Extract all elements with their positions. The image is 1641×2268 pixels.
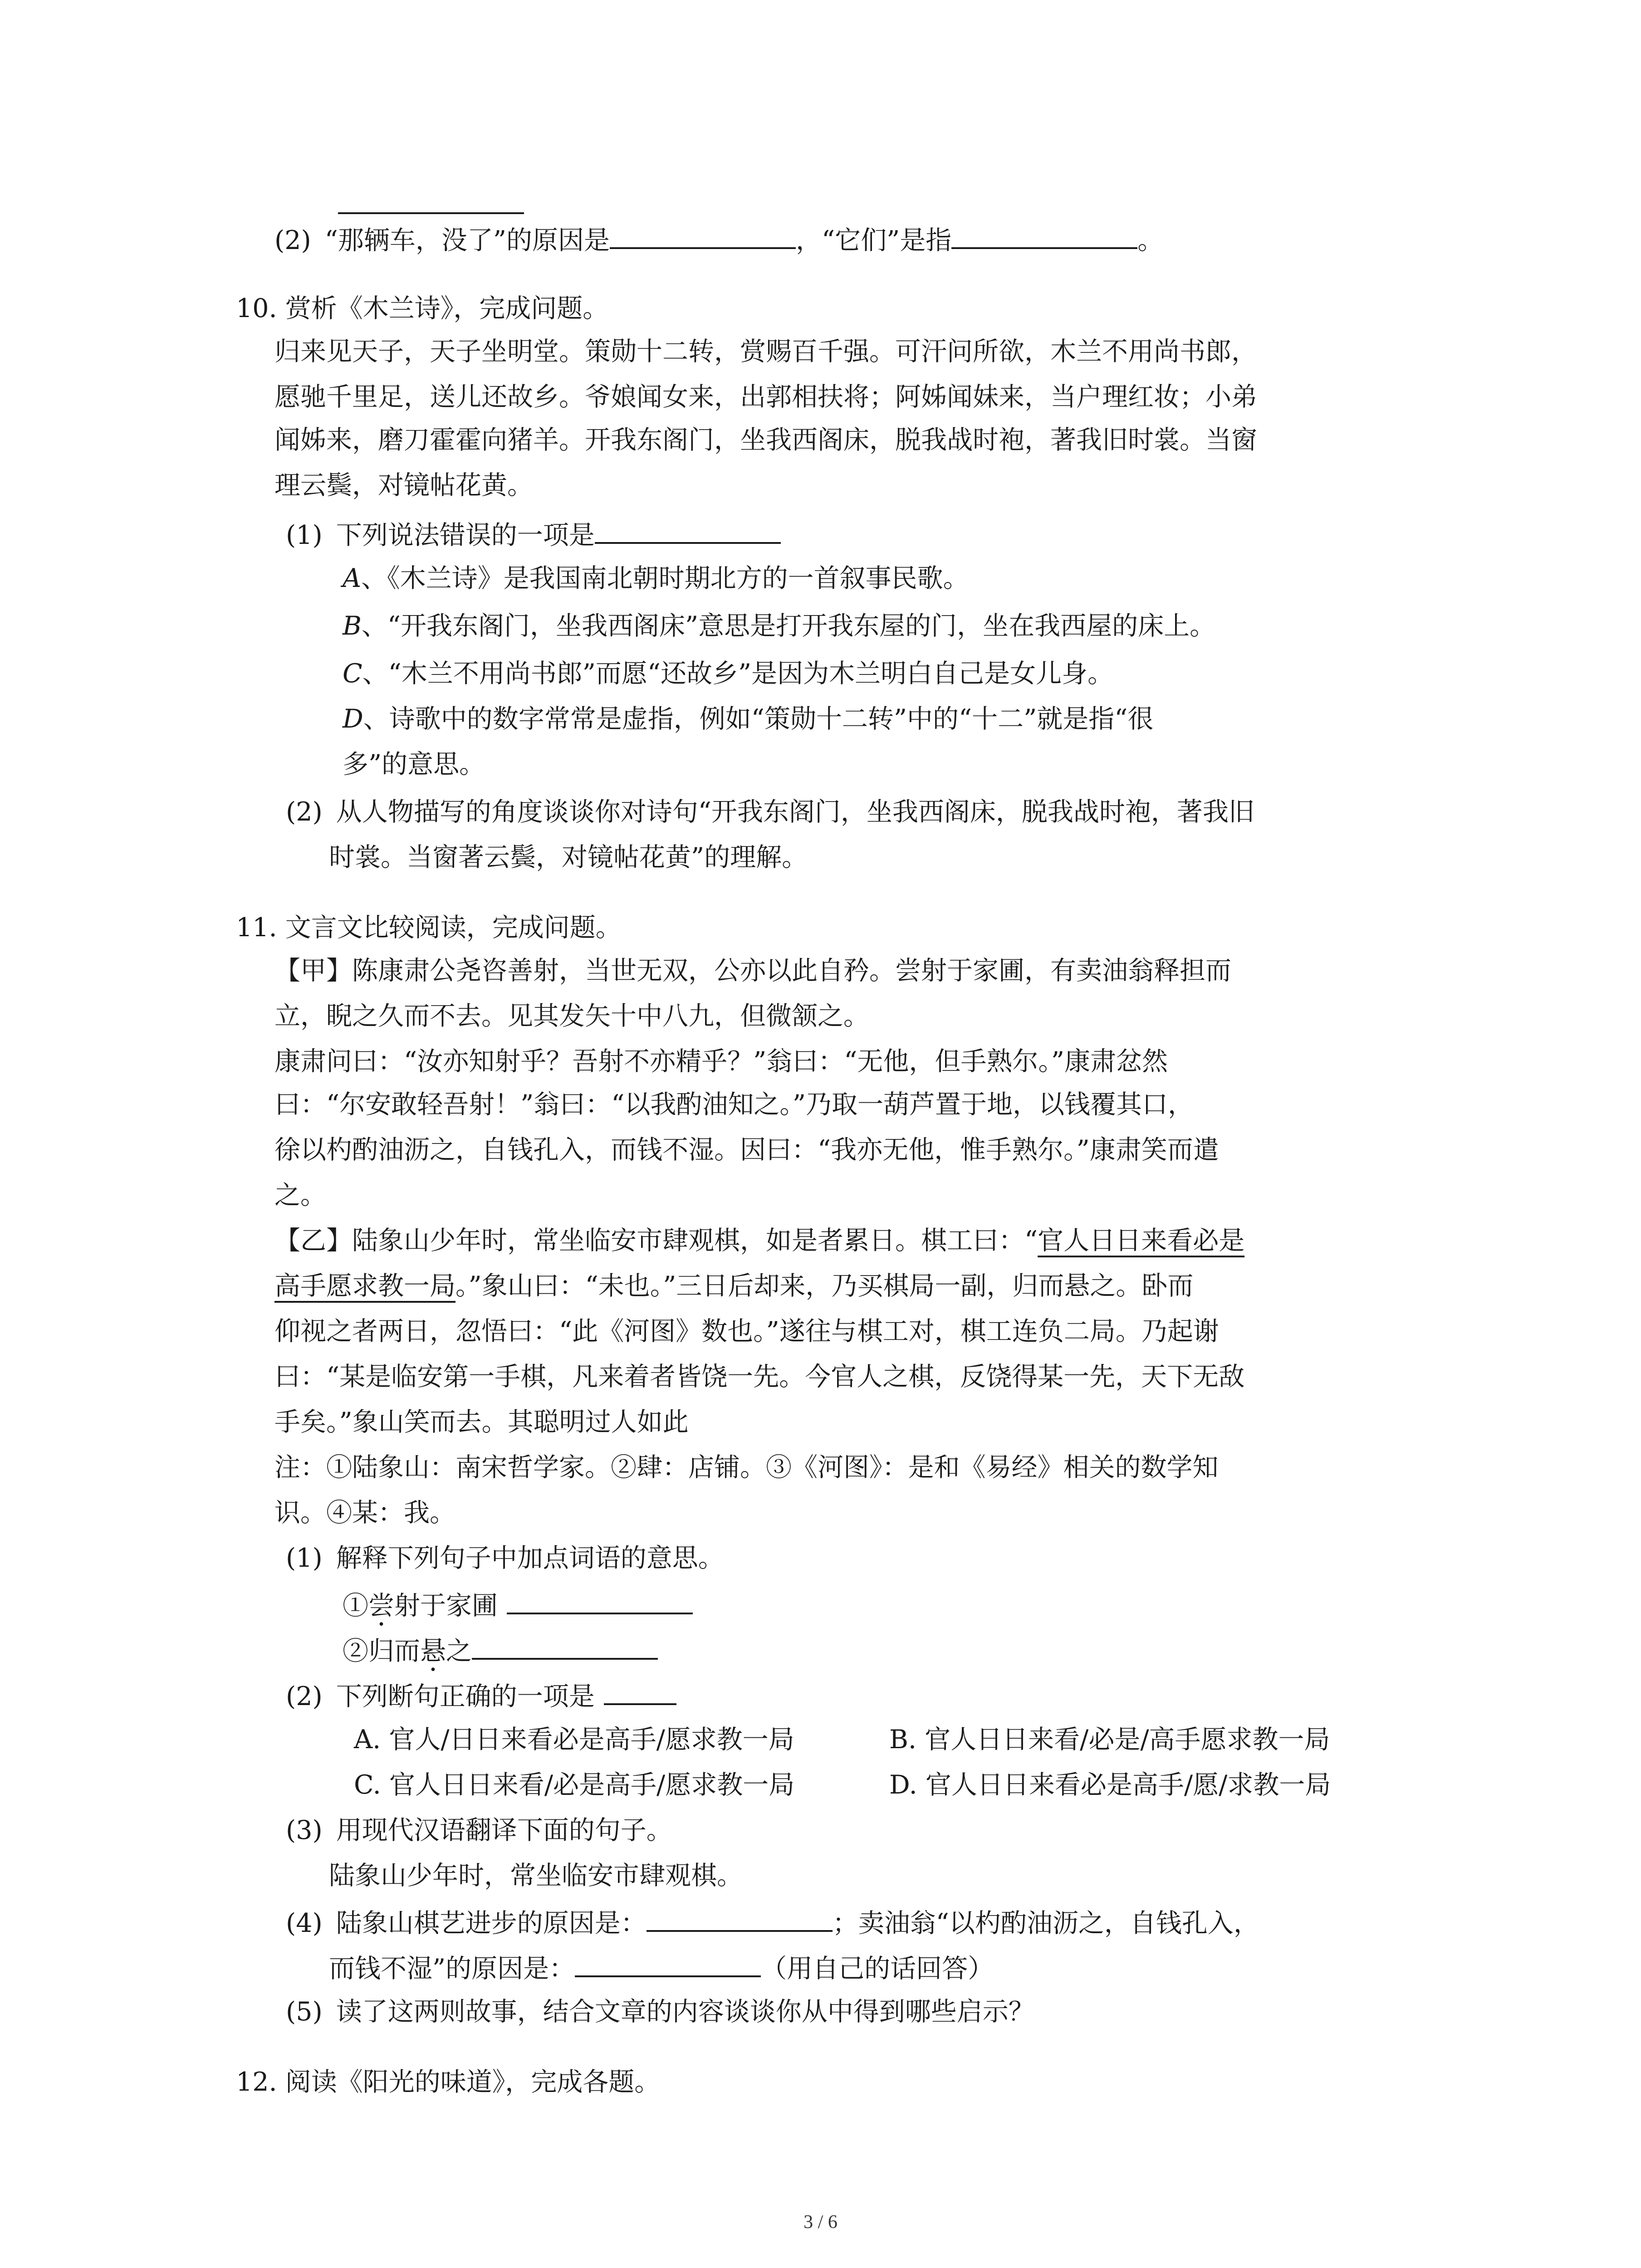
q11-choice-d[interactable]: D. 官人日日来看必是高手/愿/求教一局 <box>889 1770 1331 1800</box>
q11-yi-line: 仰视之者两日，忽悟曰：“此《河图》数也。”遂往与棋工对，棋工连负二局。乃起谢 <box>274 1316 1219 1346</box>
q11-sub4-cont: 而钱不湿”的原因是： （用自己的话回答） <box>329 1948 994 1987</box>
q10-option-d[interactable]: D、诗歌中的数字常常是虚指，例如“策勋十二转”中的“十二”就是指“很 <box>343 704 1154 734</box>
underlined-sentence: 官人日日来看必是 <box>1038 1226 1245 1256</box>
answer-blank[interactable] <box>472 1631 658 1660</box>
underlined-sentence: 高手愿求教一局 <box>274 1271 456 1301</box>
q11-item1: ①尝射于家圃 <box>343 1585 693 1624</box>
q11-jia-line: 徐以杓酌油沥之，自钱孔入，而钱不湿。因曰：“我亦无他，惟手熟尔。”康肃笑而遣 <box>274 1135 1219 1165</box>
q10-poem-line: 闻姊来，磨刀霍霍向猪羊。开我东阁门，坐我西阁床，脱我战时袍，著我旧时裳。当窗 <box>274 425 1257 455</box>
q9-sub2: (2) “那辆车，没了”的原因是 ，“它们”是指 。 <box>274 220 1163 259</box>
q11-sub3-sentence: 陆象山少年时，常坐临安市肆观棋。 <box>329 1861 743 1891</box>
q10-poem-line: 理云鬓，对镜帖花黄。 <box>274 470 533 500</box>
q11-yi-line: 手矣。”象山笑而去。其聪明过人如此 <box>274 1407 689 1437</box>
answer-blank[interactable] <box>610 220 796 249</box>
q11-choice-b[interactable]: B. 官人日日来看/必是/高手愿求教一局 <box>889 1725 1330 1755</box>
answer-blank[interactable] <box>575 1948 761 1977</box>
dotted-word: 悬 <box>420 1636 446 1666</box>
q11-sub2: (2) 下列断句正确的一项是 <box>286 1676 676 1715</box>
q10-title: 10. 赏析《木兰诗》，完成问题。 <box>236 293 609 323</box>
q11-jia-line: 【甲】陈康肃公尧咨善射，当世无双，公亦以此自矜。尝射于家圃，有卖油翁释担而 <box>274 956 1231 986</box>
q11-note: 注：①陆象山：南宋哲学家。②肆：店铺。③《河图》：是和《易经》相关的数学知 <box>274 1452 1219 1482</box>
q10-sub1: (1) 下列说法错误的一项是 <box>286 515 781 553</box>
q11-yi-line: 【乙】陆象山少年时，常坐临安市肆观棋，如是者累日。棋工曰：“官人日日来看必是 <box>274 1226 1245 1256</box>
q10-sub2-cont: 时裳。当窗著云鬓，对镜帖花黄”的理解。 <box>329 842 808 872</box>
q11-sub1: (1) 解释下列句子中加点词语的意思。 <box>286 1543 724 1573</box>
q10-option-b[interactable]: B、“开我东阁门，坐我西阁床”意思是打开我东屋的门，坐在我西屋的床上。 <box>343 611 1216 641</box>
answer-blank[interactable] <box>507 1585 693 1614</box>
page-number: 3 / 6 <box>803 2212 838 2233</box>
q11-item2: ②归而悬之 <box>343 1631 658 1669</box>
q11-sub3: (3) 用现代汉语翻译下面的句子。 <box>286 1815 672 1845</box>
dotted-word: 尝 <box>368 1591 394 1621</box>
answer-blank[interactable] <box>647 1903 833 1932</box>
answer-blank[interactable] <box>951 220 1137 249</box>
q11-jia-line: 立，睨之久而不去。见其发矢十中八九，但微颔之。 <box>274 1001 869 1031</box>
q11-choice-a[interactable]: A. 官人/日日来看必是高手/愿求教一局 <box>354 1725 794 1755</box>
answer-blank-line <box>338 212 524 214</box>
q11-choice-c[interactable]: C. 官人日日来看/必是高手/愿求教一局 <box>354 1770 795 1800</box>
q10-sub2: (2) 从人物描写的角度谈谈你对诗句“开我东阁门，坐我西阁床，脱我战时袍，著我旧 <box>286 797 1254 827</box>
q11-jia-line: 康肃问曰：“汝亦知射乎？吾射不亦精乎？”翁曰：“无他，但手熟尔。”康肃忿然 <box>274 1046 1168 1076</box>
q11-note: 识。④某：我。 <box>274 1498 456 1528</box>
q11-sub5: (5) 读了这两则故事，结合文章的内容谈谈你从中得到哪些启示？ <box>286 1997 1034 2027</box>
q10-option-c[interactable]: C、“木兰不用尚书郎”而愿“还故乡”是因为木兰明白自己是女儿身。 <box>343 659 1114 689</box>
q10-poem-line: 愿驰千里足，送儿还故乡。爷娘闻女来，出郭相扶将；阿姊闻妹来，当户理红妆；小弟 <box>274 382 1257 412</box>
q12-title: 12. 阅读《阳光的味道》，完成各题。 <box>236 2067 661 2097</box>
q10-option-d-cont: 多”的意思。 <box>343 749 485 779</box>
q11-sub4: (4) 陆象山棋艺进步的原因是： ；卖油翁“以杓酌油沥之，自钱孔入， <box>286 1903 1259 1941</box>
q11-jia-line: 曰：“尔安敢轻吾射！”翁曰：“以我酌油知之。”乃取一葫芦置于地，以钱覆其口， <box>274 1090 1194 1119</box>
q10-poem-line: 归来见天子，天子坐明堂。策勋十二转，赏赐百千强。可汗问所欲，木兰不用尚书郎， <box>274 337 1257 367</box>
answer-blank[interactable] <box>595 515 781 544</box>
q11-jia-line: 之。 <box>274 1180 326 1210</box>
q11-title: 11. 文言文比较阅读，完成问题。 <box>236 913 622 943</box>
q11-yi-line: 曰：“某是临安第一手棋，凡来着者皆饶一先。今官人之棋，反饶得某一先，天下无敌 <box>274 1362 1245 1392</box>
answer-blank[interactable] <box>604 1676 676 1705</box>
q10-option-a[interactable]: A、《木兰诗》是我国南北朝时期北方的一首叙事民歌。 <box>343 563 969 593</box>
q11-yi-line: 高手愿求教一局。”象山曰：“未也。”三日后却来，乃买棋局一副，归而悬之。卧而 <box>274 1271 1194 1301</box>
